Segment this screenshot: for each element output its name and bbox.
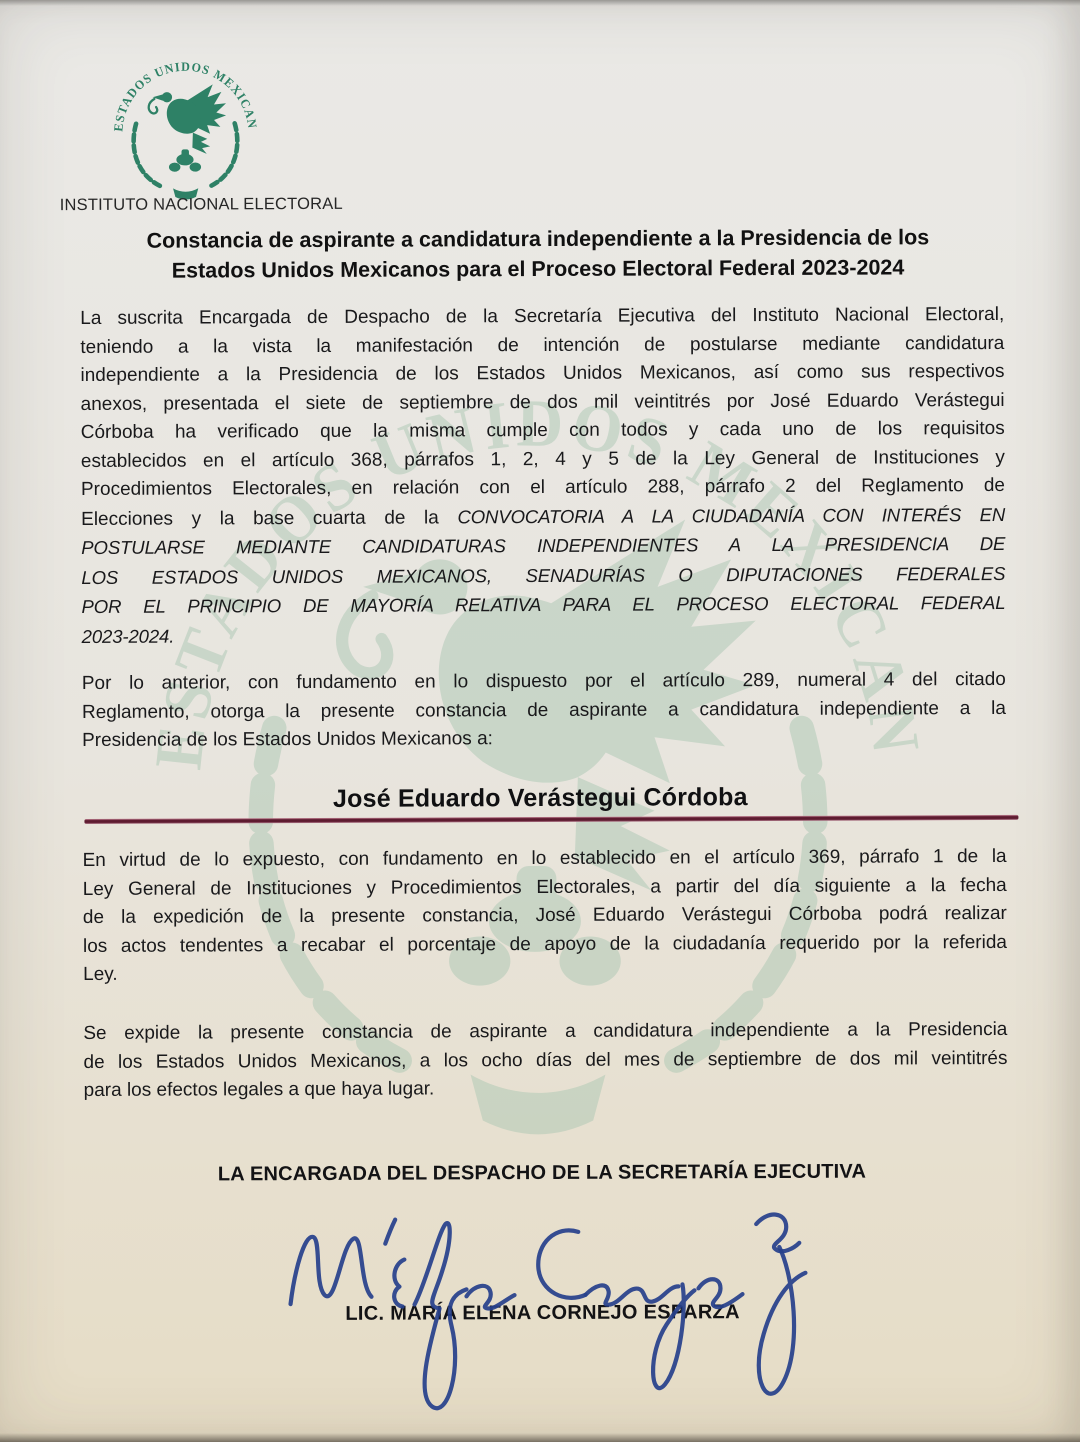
paragraph-grant — [82, 666, 1006, 756]
text-segment: de la expedición de la presente constancia, José Eduardo Verástegui Córboba podrá realizar — [82, 902, 1007, 928]
text-segment: de los Estados Unidos Mexicanos, a los ocho días del mes de septiembre de dos mil veintitrés — [83, 1047, 1008, 1073]
text-segment: Córboba ha verificado que la misma cumple con todos y cada uno de los requisitos — [80, 417, 1005, 444]
text-segment: Reglamento, otorga la presente constancia de aspirante a candidatura independiente a la — [81, 697, 1006, 723]
text-segment: anexos, presentada el siete de septiembre de dos mil veintitrés por José Eduardo Verástegui — [80, 389, 1005, 415]
divider-rule — [84, 815, 1018, 824]
text-segment-italic: CONVOCATORIA A LA CIUDADANÍA CON INTERÉS EN — [457, 503, 1006, 527]
text-line — [81, 386, 1005, 419]
document-title — [76, 222, 1000, 286]
text-segment: los actos tendentes a recabar el porcentaje de apoyo de la ciudadanía requerido por la referida — [82, 931, 1008, 957]
text-line — [80, 329, 1004, 362]
text-segment: Procedimientos Electorales, en relación con el artículo 288, párrafo 2 del Reglamento de — [80, 474, 1006, 501]
text-line — [84, 1073, 1008, 1106]
text-segment: independiente a la Presidencia de los Estados Unidos Mexicanos, así como sus respectivos — [80, 360, 1005, 387]
text-line — [83, 871, 1007, 904]
text-segment: En virtud de lo expuesto, con fundamento en lo establecido en el artículo 369, párrafo 1 de la — [82, 845, 1007, 871]
text-segment: para los efectos legales a que haya lugar. — [83, 1078, 435, 1101]
text-line — [80, 358, 1004, 391]
text-segment: Ley. — [83, 963, 118, 985]
paragraph-intro — [80, 301, 1006, 652]
text-line — [82, 694, 1006, 727]
text-line — [80, 301, 1004, 334]
text-segment: Constancia de aspirante a candidatura independiente a la Presidencia de los — [146, 225, 930, 253]
text-line — [81, 443, 1005, 476]
text-segment: Presidencia de los Estados Unidos Mexicanos a: — [82, 728, 493, 751]
text-line — [83, 900, 1007, 933]
text-segment: Se expide la presente constancia de aspirante a candidatura independiente a la Presidencia — [83, 1018, 1008, 1044]
text-line — [81, 415, 1005, 448]
text-segment-italic: POSTULARSE MEDIANTE CANDIDATURAS INDEPENDIENTES A LA PRESIDENCIA DE — [81, 532, 1006, 558]
text-segment: Por lo anterior, con fundamento en lo dispuesto por el artículo 289, numeral 4 del citado — [81, 668, 1006, 694]
text-line — [83, 928, 1007, 961]
text-line — [81, 559, 1005, 593]
text-segment-italic: POR EL PRINCIPIO DE MAYORÍA RELATIVA PARA EL PROCESO ELECTORAL FEDERAL — [81, 591, 1006, 617]
text-line — [83, 957, 1007, 990]
text-segment: Estados Unidos Mexicanos para el Proceso Electoral Federal 2023-2024 — [171, 255, 905, 283]
paragraph-expide — [83, 1016, 1007, 1106]
candidate-name: José Eduardo Verástegui Córdoba — [332, 783, 748, 813]
signer-name: LIC. MARÍA ELENA CORNEJO ESPARZA — [345, 1301, 740, 1325]
text-segment: Ley General de Instituciones y Procedimientos Electorales, a partir del día siguiente a la fecha — [82, 874, 1007, 900]
signature-ink-icon — [142, 1184, 843, 1432]
ine-seal-logo-icon — [99, 35, 272, 212]
text-line — [81, 500, 1005, 534]
text-line — [82, 666, 1006, 699]
text-segment-italic: LOS ESTADOS UNIDOS MEXICANOS, SENADURÍAS O DIPUTACIONES FEDERALES — [81, 562, 1006, 588]
text-line — [83, 1016, 1007, 1049]
text-line — [83, 843, 1007, 876]
signer-title: LA ENCARGADA DEL DESPACHO DE LA SECRETARÍA EJECUTIVA — [217, 1160, 867, 1186]
text-line — [82, 618, 1006, 652]
text-segment: establecidos en el artículo 368, párrafos 1, 2, 4 y 5 de la Ley General de Instituciones y — [80, 446, 1005, 472]
text-segment: La suscrita Encargada de Despacho de la Secretaría Ejecutiva del Instituto Nacional Electoral, — [80, 303, 1005, 330]
paragraph-virtue — [83, 843, 1008, 990]
text-line — [81, 472, 1005, 505]
text-line — [81, 589, 1005, 623]
text-segment: teniendo a la vista la manifestación de intención de postularse mediante candidatura — [80, 332, 1005, 358]
text-segment: Elecciones y la base cuarta de la — [81, 506, 458, 530]
text-line — [83, 1044, 1007, 1077]
text-segment-italic: 2023-2024. — [81, 625, 175, 647]
text-line — [76, 222, 1000, 256]
text-line — [82, 723, 1006, 756]
text-line — [76, 252, 1000, 286]
org-name: INSTITUTO NACIONAL ELECTORAL — [59, 194, 343, 215]
text-line — [81, 530, 1005, 564]
